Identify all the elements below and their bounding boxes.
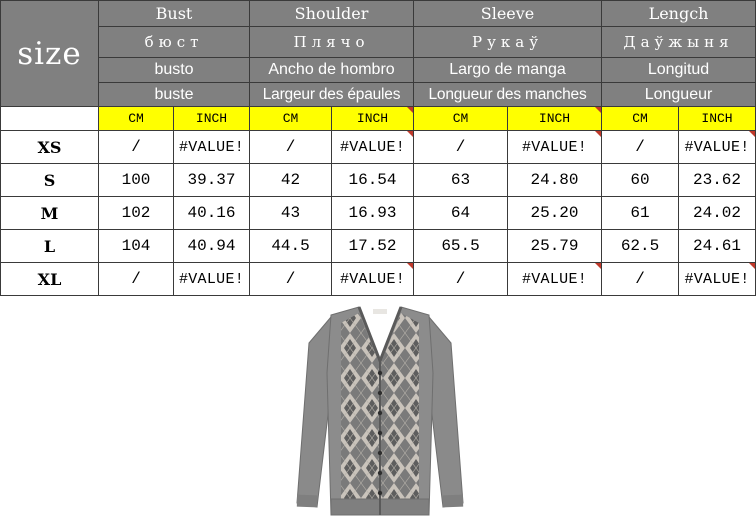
table-row [1, 263, 756, 296]
table-cell: 64 [414, 197, 508, 230]
table-cell: 63 [414, 164, 508, 197]
header-bust-fr: buste [99, 83, 250, 107]
table-row [1, 164, 756, 197]
table-cell: / [250, 263, 332, 296]
table-cell: #VALUE! [679, 263, 756, 296]
unit-row-spacer [1, 107, 99, 131]
table-cell: 42 [250, 164, 332, 197]
header-sleeve-es: Largo de manga [414, 58, 602, 83]
table-cell: 23.62 [679, 164, 756, 197]
header-bust-es: busto [99, 58, 250, 83]
unit-cm: CM [250, 107, 332, 131]
row-size-label: S [1, 164, 99, 197]
table-cell: 60 [602, 164, 679, 197]
row-size-label: XS [1, 131, 99, 164]
table-cell: 65.5 [414, 230, 508, 263]
row-size-label: L [1, 230, 99, 263]
table-cell: 39.37 [174, 164, 250, 197]
row-size-label: XL [1, 263, 99, 296]
table-cell: / [250, 131, 332, 164]
table-cell: / [414, 131, 508, 164]
unit-inch: INCH [508, 107, 602, 131]
table-cell: / [99, 263, 174, 296]
header-shoulder-fr: Largeur des épaules [250, 83, 414, 107]
unit-inch: INCH [332, 107, 414, 131]
table-cell: / [602, 131, 679, 164]
cardigan-product-image [295, 303, 465, 518]
table-cell: #VALUE! [508, 263, 602, 296]
unit-cm: CM [99, 107, 174, 131]
table-cell: 24.80 [508, 164, 602, 197]
table-cell: 16.93 [332, 197, 414, 230]
unit-inch: INCH [174, 107, 250, 131]
table-row [1, 131, 756, 164]
unit-cm: CM [414, 107, 508, 131]
table-row [1, 197, 756, 230]
table-cell: 102 [99, 197, 174, 230]
unit-cm: CM [602, 107, 679, 131]
row-size-label: M [1, 197, 99, 230]
table-cell: 17.52 [332, 230, 414, 263]
table-cell: 25.79 [508, 230, 602, 263]
table-cell: 100 [99, 164, 174, 197]
header-shoulder-en: Shoulder [250, 1, 414, 27]
header-bust-en: Bust [99, 1, 250, 27]
table-row [1, 230, 756, 263]
table-cell: 40.94 [174, 230, 250, 263]
table-cell: #VALUE! [508, 131, 602, 164]
size-header-cell: size [1, 1, 99, 107]
header-shoulder-es: Ancho de hombro [250, 58, 414, 83]
table-cell: #VALUE! [332, 131, 414, 164]
header-length-en: Lengch [602, 1, 756, 27]
table-cell: 104 [99, 230, 174, 263]
table-cell: 40.16 [174, 197, 250, 230]
table-cell: 43 [250, 197, 332, 230]
header-shoulder-ru: Плячо [250, 27, 414, 58]
header-sleeve-en: Sleeve [414, 1, 602, 27]
table-cell: #VALUE! [332, 263, 414, 296]
unit-inch: INCH [679, 107, 756, 131]
table-cell: / [602, 263, 679, 296]
table-cell: / [414, 263, 508, 296]
table-cell: #VALUE! [174, 263, 250, 296]
table-cell: 44.5 [250, 230, 332, 263]
table-cell: #VALUE! [679, 131, 756, 164]
header-bust-ru: бюст [99, 27, 250, 58]
table-cell: 62.5 [602, 230, 679, 263]
header-length-ru: Даўжыня [602, 27, 756, 58]
table-cell: 16.54 [332, 164, 414, 197]
table-cell: 24.61 [679, 230, 756, 263]
header-sleeve-fr: Longueur des manches [414, 83, 602, 107]
table-cell: #VALUE! [174, 131, 250, 164]
header-sleeve-ru: Рукаў [414, 27, 602, 58]
header-length-fr: Longueur [602, 83, 756, 107]
table-cell: 25.20 [508, 197, 602, 230]
table-cell: / [99, 131, 174, 164]
table-cell: 61 [602, 197, 679, 230]
header-length-es: Longitud [602, 58, 756, 83]
table-cell: 24.02 [679, 197, 756, 230]
